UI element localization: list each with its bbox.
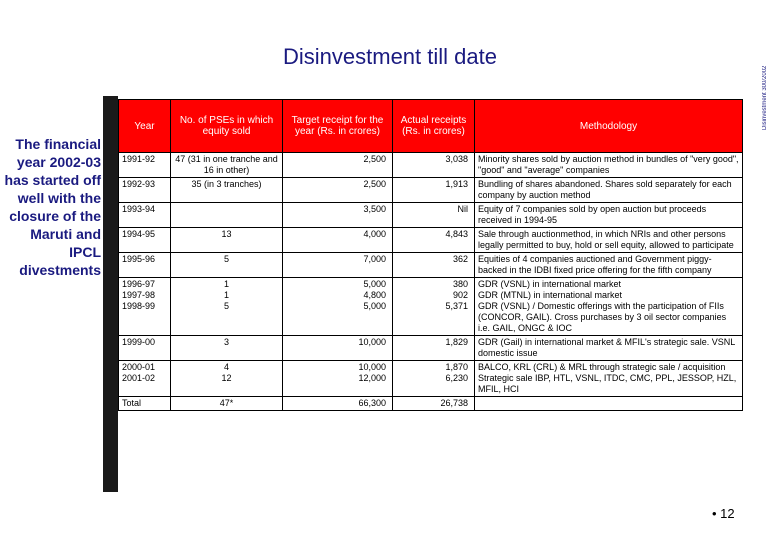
cell-pses: 3	[171, 336, 283, 361]
cell-year: 1992-93	[119, 178, 171, 203]
table-row	[119, 153, 743, 178]
cell-year: 1999-00	[119, 336, 171, 361]
cell-year: 2000-01 2001-02	[119, 361, 171, 397]
page-title: Disinvestment till date	[283, 44, 497, 69]
table-header-row	[119, 100, 743, 153]
header-actual: Actual receipts (Rs. in crores)	[393, 100, 475, 153]
cell-pses	[171, 203, 283, 228]
cell-actual: 1,829	[393, 336, 475, 361]
cell-target: 2,500	[283, 178, 393, 203]
cell-methodology	[475, 397, 743, 411]
cell-pses: 47*	[171, 397, 283, 411]
cell-year: 1994-95	[119, 228, 171, 253]
cell-pses: 47 (31 in one tranche and 16 in other)	[171, 153, 283, 178]
table-row	[119, 178, 743, 203]
header-pses: No. of PSEs in which equity sold	[171, 100, 283, 153]
cell-actual: Nil	[393, 203, 475, 228]
cell-actual: 4,843	[393, 228, 475, 253]
left-note: The financial year 2002-03 has started off well with the closure of the Maruti and IPCL divestments	[4, 136, 101, 278]
cell-actual: 362	[393, 253, 475, 278]
header-year: Year	[119, 100, 171, 153]
cell-methodology: Equity of 7 companies sold by open auction but proceeds received in 1994-95	[475, 203, 743, 228]
cell-methodology: GDR (Gail) in international market & MFIL's strategic sale. VSNL domestic issue	[475, 336, 743, 361]
cell-year: 1996-97 1997-98 1998-99	[119, 278, 171, 336]
cell-target: 5,000 4,800 5,000	[283, 278, 393, 336]
cell-target: 3,500	[283, 203, 393, 228]
cell-target: 10,000 12,000	[283, 361, 393, 397]
cell-target: 2,500	[283, 153, 393, 178]
cell-target: 66,300	[283, 397, 393, 411]
table-total-row	[119, 397, 743, 411]
header-methodology: Methodology	[475, 100, 743, 153]
table-row	[119, 253, 743, 278]
cell-year: 1991-92	[119, 153, 171, 178]
cell-actual: 26,738	[393, 397, 475, 411]
table-row	[119, 361, 743, 397]
cell-actual: 380 902 5,371	[393, 278, 475, 336]
left-accent-bar	[103, 96, 118, 492]
cell-methodology: BALCO, KRL (CRL) & MRL through strategic sale / acquisition Strategic sale IBP, HTL, VSNL, ITDC, CMC, PPL, JESSOP, HZL, MFIL, HCI	[475, 361, 743, 397]
header-target: Target receipt for the year (Rs. in crores)	[283, 100, 393, 153]
cell-year: 1995-96	[119, 253, 171, 278]
table-row	[119, 278, 743, 336]
table-row	[119, 336, 743, 361]
cell-actual: 1,870 6,230	[393, 361, 475, 397]
cell-target: 7,000	[283, 253, 393, 278]
side-footer-label: Disinvestment 300/2002	[762, 65, 768, 130]
cell-pses: 35 (in 3 tranches)	[171, 178, 283, 203]
cell-methodology: Minority shares sold by auction method in bundles of "very good", "good" and "average" companies	[475, 153, 743, 178]
cell-pses: 5	[171, 253, 283, 278]
cell-methodology: Equities of 4 companies auctioned and Government piggy-backed in the IDBI fixed price offering for the fifth company	[475, 253, 743, 278]
cell-actual: 1,913	[393, 178, 475, 203]
cell-actual: 3,038	[393, 153, 475, 178]
cell-year: Total	[119, 397, 171, 411]
cell-methodology: Bundling of shares abandoned. Shares sold separately for each company by auction method	[475, 178, 743, 203]
cell-pses: 13	[171, 228, 283, 253]
cell-target: 4,000	[283, 228, 393, 253]
cell-methodology: Sale through auctionmethod, in which NRIs and other persons legally permitted to buy, hold or sell equity, allowed to participate	[475, 228, 743, 253]
cell-pses: 4 12	[171, 361, 283, 397]
cell-pses: 1 1 5	[171, 278, 283, 336]
cell-year: 1993-94	[119, 203, 171, 228]
disinvestment-table	[118, 99, 742, 411]
cell-target: 10,000	[283, 336, 393, 361]
cell-methodology: GDR (VSNL) in international market GDR (MTNL) in international market GDR (VSNL) / Domestic offerings with the participation of FIIs (CONCOR, GAIL). Cross purchases by 3 oil sector companies i.e. GAIL, ONGC & IOC	[475, 278, 743, 336]
table-row	[119, 228, 743, 253]
table-row	[119, 203, 743, 228]
page-number: • 12	[712, 506, 735, 521]
